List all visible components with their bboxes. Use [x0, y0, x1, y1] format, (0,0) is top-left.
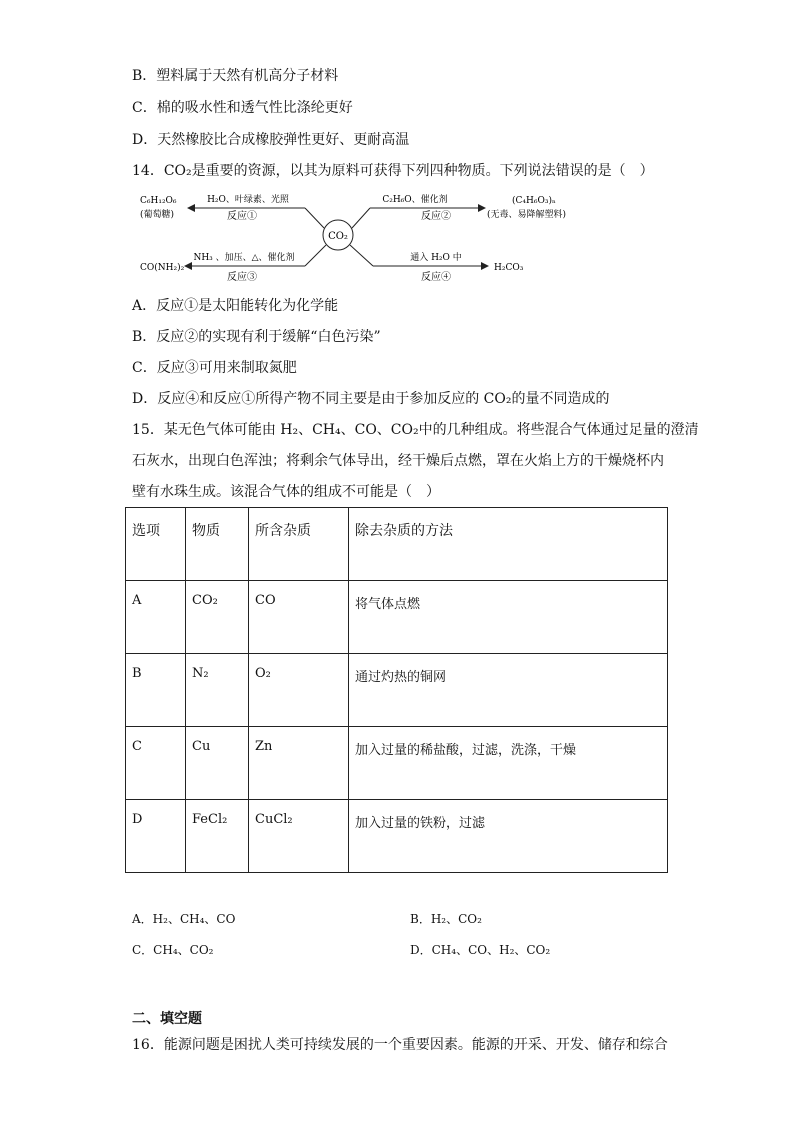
q13-option-b: B．塑料属于天然有机高分子材料	[132, 68, 339, 84]
q14-option-b: B．反应②的实现有利于缓解“白色污染”	[132, 329, 381, 345]
table-header-row	[126, 508, 668, 581]
r3-condition: NH₃ 、加压、△、催化剂	[193, 253, 295, 263]
r4-label: 反应④	[421, 272, 451, 283]
r1-product-note: (葡萄糖)	[140, 210, 175, 220]
r2-condition: C₂H₆O、催化剂	[382, 195, 448, 205]
table-cell: C	[126, 727, 186, 800]
table-row	[126, 727, 668, 800]
q15-choice-b: B．H₂、CO₂	[410, 912, 482, 926]
table-cell: A	[126, 581, 186, 654]
reaction-diagram	[130, 188, 590, 288]
table-cell: CO₂	[186, 581, 249, 654]
r1-link	[305, 208, 324, 228]
question-16-stem: 16．能源问题是困扰人类可持续发展的一个重要因素。能源的开采、开发、储存和综合	[132, 1037, 668, 1053]
table-row	[126, 800, 668, 873]
q13-option-d: D．天然橡胶比合成橡胶弹性更好、更耐高温	[132, 132, 410, 148]
section-title: 二、填空题	[132, 1011, 202, 1027]
table-cell: Cu	[186, 727, 249, 800]
r2-label: 反应②	[421, 211, 451, 222]
table-cell: B	[126, 654, 186, 727]
question-14-stem: 14．CO₂是重要的资源，以其为原料可获得下列四种物质。下列说法错误的是（ ）	[132, 163, 654, 179]
table-cell: CO	[249, 581, 349, 654]
table-cell: 加入过量的稀盐酸，过滤，洗涤，干燥	[349, 727, 668, 800]
q15-choice-c: C．CH₄、CO₂	[132, 943, 214, 957]
table-header-cell: 除去杂质的方法	[349, 508, 668, 581]
r4-product: H₂CO₃	[494, 263, 524, 273]
r1-product: C₆H₁₂O₆	[140, 196, 177, 206]
r3-label: 反应③	[227, 272, 257, 283]
table-cell: 通过灼热的铜网	[349, 654, 668, 727]
table-header-cell: 所含杂质	[249, 508, 349, 581]
r4-link	[350, 245, 373, 266]
impurity-removal-table	[125, 507, 668, 873]
r1-condition: H₂O、叶绿素、光照	[207, 195, 289, 205]
table-header-cell: 物质	[186, 508, 249, 581]
question-15-stem-line1: 15．某无色气体可能由 H₂、CH₄、CO、CO₂中的几种组成。将些混合气体通过足量的澄清	[132, 422, 699, 438]
table-header-cell: 选项	[126, 508, 186, 581]
r1-label: 反应①	[227, 211, 257, 222]
q15-choice-d: D．CH₄、CO、H₂、CO₂	[410, 943, 551, 957]
table-cell: Zn	[249, 727, 349, 800]
r3-link	[305, 245, 326, 266]
table-cell: 将气体点燃	[349, 581, 668, 654]
q13-option-c: C．棉的吸水性和透气性比涤纶更好	[132, 100, 353, 116]
q15-choice-a: A．H₂、CH₄、CO	[132, 912, 236, 926]
q14-option-c: C．反应③可用来制取氮肥	[132, 360, 297, 376]
table-cell: 加入过量的铁粉，过滤	[349, 800, 668, 873]
table-row	[126, 654, 668, 727]
r2-product-note: (无毒、易降解塑料)	[487, 210, 567, 220]
table-cell: D	[126, 800, 186, 873]
question-15-stem-line3: 壁有水珠生成。该混合气体的组成不可能是（ ）	[132, 484, 440, 500]
r4-condition: 通入 H₂O 中	[410, 253, 462, 263]
table-row	[126, 581, 668, 654]
co2-label: CO₂	[328, 231, 348, 242]
r2-product: (C₄H₆O₃)ₙ	[512, 196, 556, 206]
question-15-stem-line2: 石灰水，出现白色浑浊；将剩余气体导出，经干燥后点燃，罩在火焰上方的干燥烧杯内	[132, 453, 664, 469]
r3-product: CO(NH₂)₂	[140, 263, 185, 273]
r2-link	[352, 208, 370, 228]
table-cell: O₂	[249, 654, 349, 727]
table-cell: CuCl₂	[249, 800, 349, 873]
q14-option-a: A．反应①是太阳能转化为化学能	[132, 298, 339, 314]
table-cell: FeCl₂	[186, 800, 249, 873]
q14-option-d: D．反应④和反应①所得产物不同主要是由于参加反应的 CO₂的量不同造成的	[132, 391, 610, 407]
table-cell: N₂	[186, 654, 249, 727]
